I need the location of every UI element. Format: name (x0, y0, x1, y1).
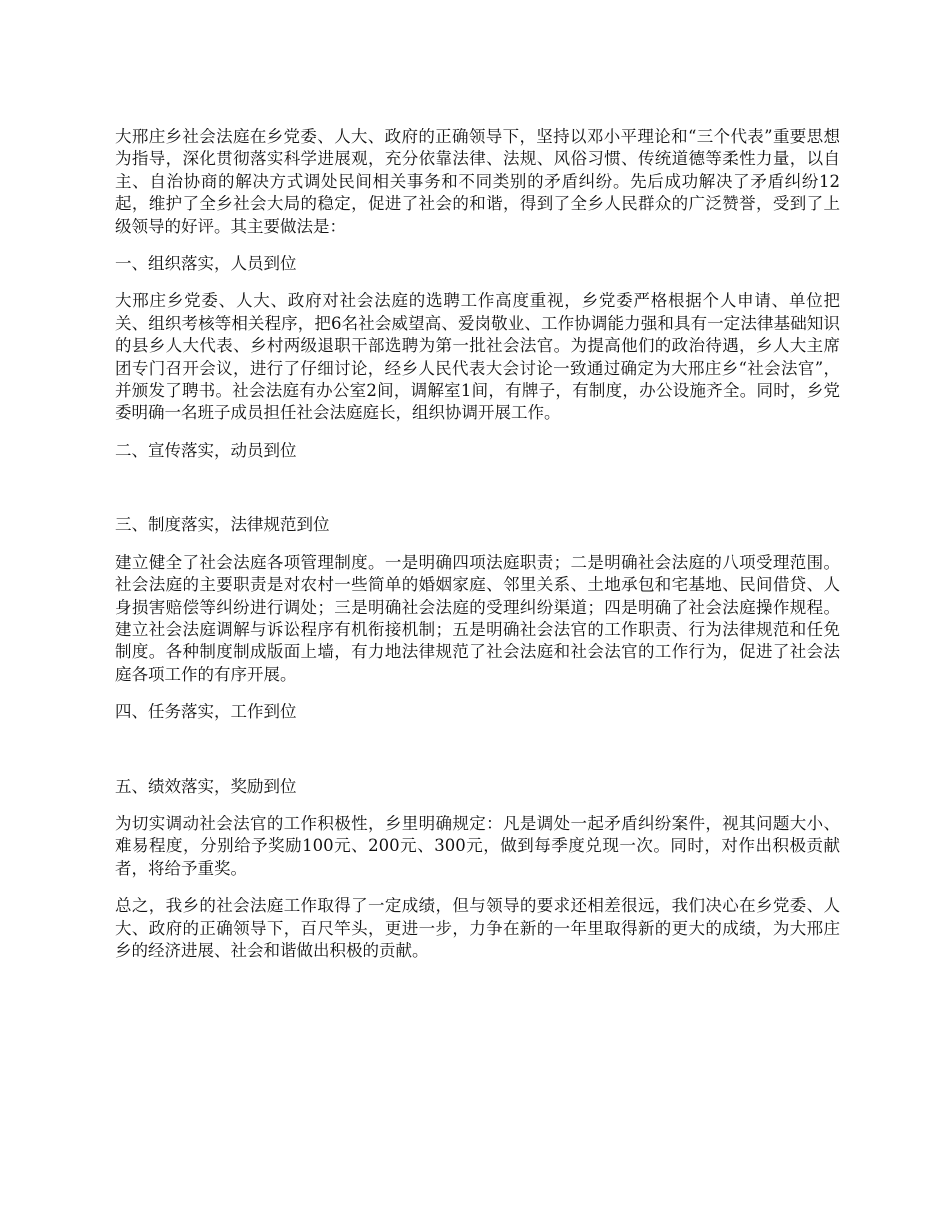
document-body (115, 126, 840, 977)
conclusion-paragraph: 总之，我乡的社会法庭工作取得了一定成绩，但与领导的要求还相差很远，我们决心在乡党委、人大、政府的正确领导下，百尺竿头，更进一步，力争在新的一年里取得新的更大的成绩，为大邢庄乡的经济进展、社会和谐做出积极的贡献。 (115, 896, 840, 960)
intro-paragraph: 大邢庄乡社会法庭在乡党委、人大、政府的正确领导下，坚持以邓小平理论和“三个代表”重要思想为指导，深化贯彻落实科学进展观，充分依靠法律、法规、风俗习惯、传统道德等柔性力量，以自主、自治协商的解决方式调处民间相关事务和不同类别的矛盾纠纷。先后成功解决了矛盾纠纷12起，维护了全乡社会大局的稳定，促进了社会的和谐，得到了全乡人民群众的广泛赞誉，受到了上级领导的好评。其主要做法是： (115, 127, 840, 236)
section-heading-3: 三、制度落实，法律规范到位 (115, 515, 330, 535)
section-1-paragraph: 大邢庄乡党委、人大、政府对社会法庭的选聘工作高度重视，乡党委严格根据个人申请、单位把关、组织考核等相关程序，把6名社会威望高、爱岗敬业、工作协调能力强和具有一定法律基础知识的县乡人大代表、乡村两级退职干部选聘为第一批社会法官。为提高他们的政治待遇，乡人大主席团专门召开会议，进行了仔细讨论，经乡人民代表大会讨论一致通过确定为大邢庄乡“社会法官”，并颁发了聘书。社会法庭有办公室2间，调解室1间，有牌子，有制度，办公设施齐全。同时，乡党委明确一名班子成员担任社会法庭庭长，组织协调开展工作。 (115, 291, 840, 423)
section-5-paragraph: 为切实调动社会法官的工作积极性，乡里明确规定：凡是调处一起矛盾纠纷案件，视其问题大小、难易程度，分别给予奖励100元、200元、300元，做到每季度兑现一次。同时，对作出积极贡献者，将给予重奖。 (115, 813, 840, 878)
section-heading-2: 二、宣传落实，动员到位 (115, 440, 297, 460)
section-heading-1: 一、组织落实，人员到位 (115, 254, 297, 274)
section-heading-4: 四、任务落实，工作到位 (115, 702, 297, 722)
section-3-paragraph: 建立健全了社会法庭各项管理制度。一是明确四项法庭职责；二是明确社会法庭的八项受理范围。社会法庭的主要职责是对农村一些简单的婚姻家庭、邻里关系、土地承包和宅基地、民间借贷、人身损害赔偿等纠纷进行调处；三是明确社会法庭的受理纠纷渠道；四是明确了社会法庭操作规程。建立社会法庭调解与诉讼程序有机衔接机制；五是明确社会法官的工作职责、行为法律规范和任免制度。各种制度制成版面上墙，有力地法律规范了社会法庭和社会法官的工作行为，促进了社会法庭各项工作的有序开展。 (115, 552, 840, 684)
section-heading-5: 五、绩效落实，奖励到位 (115, 776, 297, 796)
